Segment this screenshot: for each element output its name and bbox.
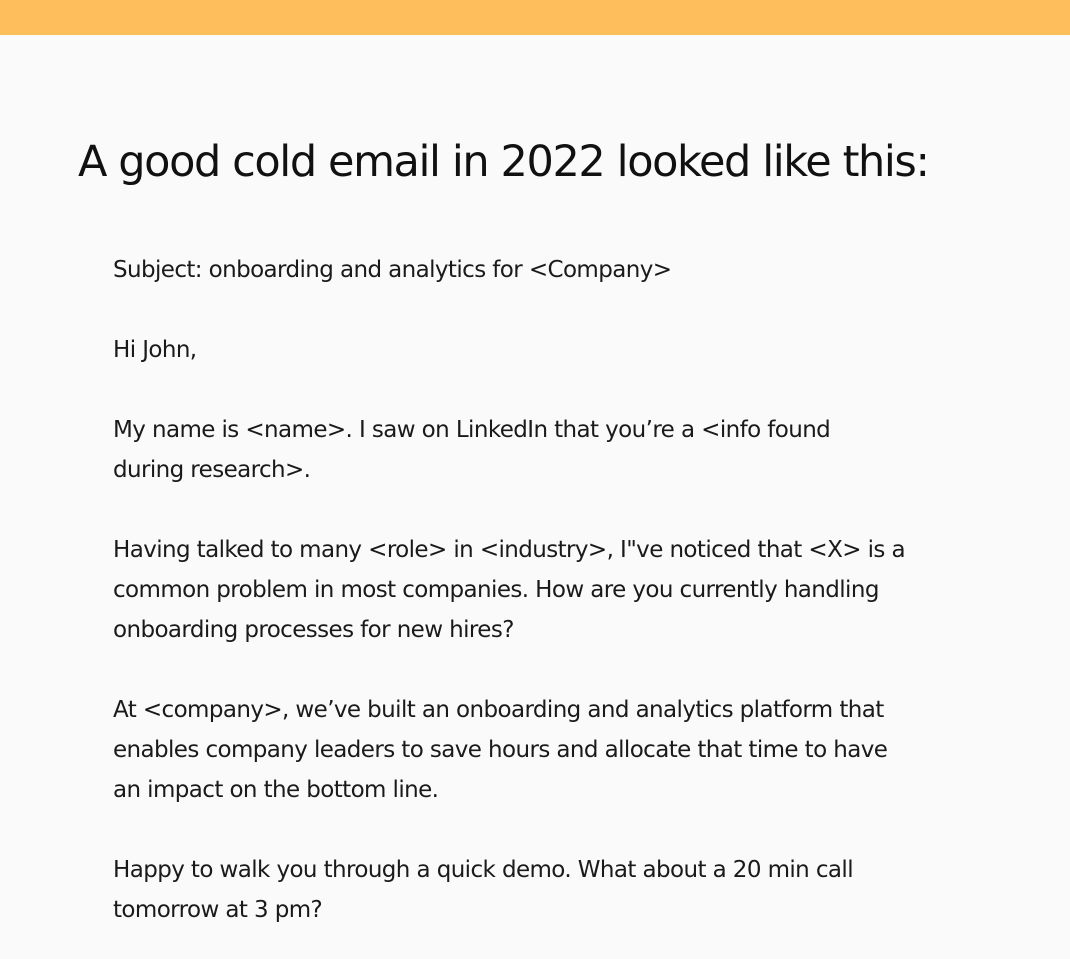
email-line: My name is <name>. I saw on LinkedIn that you’re a <info found [113,417,831,443]
top-accent-bar [0,0,1070,35]
email-paragraph-pitch [113,690,993,810]
email-subject-paragraph [113,250,993,290]
email-line: during research>. [113,457,311,483]
email-line: enables company leaders to save hours and allocate that time to have [113,737,888,763]
email-line: At <company>, we’ve built an onboarding and analytics platform that [113,697,884,723]
email-paragraph-problem [113,530,993,650]
email-paragraph-intro [113,410,993,490]
email-line: tomorrow at 3 pm? [113,897,323,923]
email-line: an impact on the bottom line. [113,777,439,803]
email-body [113,250,993,930]
email-line: onboarding processes for new hires? [113,617,514,643]
email-line: Happy to walk you through a quick demo. What about a 20 min call [113,857,853,883]
email-paragraph-cta [113,850,993,930]
email-greeting: Hi John, [113,337,197,363]
email-greeting-paragraph [113,330,993,370]
email-subject: Subject: onboarding and analytics for <Company> [113,257,672,283]
page-heading: A good cold email in 2022 looked like this: [78,137,929,187]
email-line: Having talked to many <role> in <industry>, I"ve noticed that <X> is a [113,537,906,563]
email-line: common problem in most companies. How are you currently handling [113,577,879,603]
